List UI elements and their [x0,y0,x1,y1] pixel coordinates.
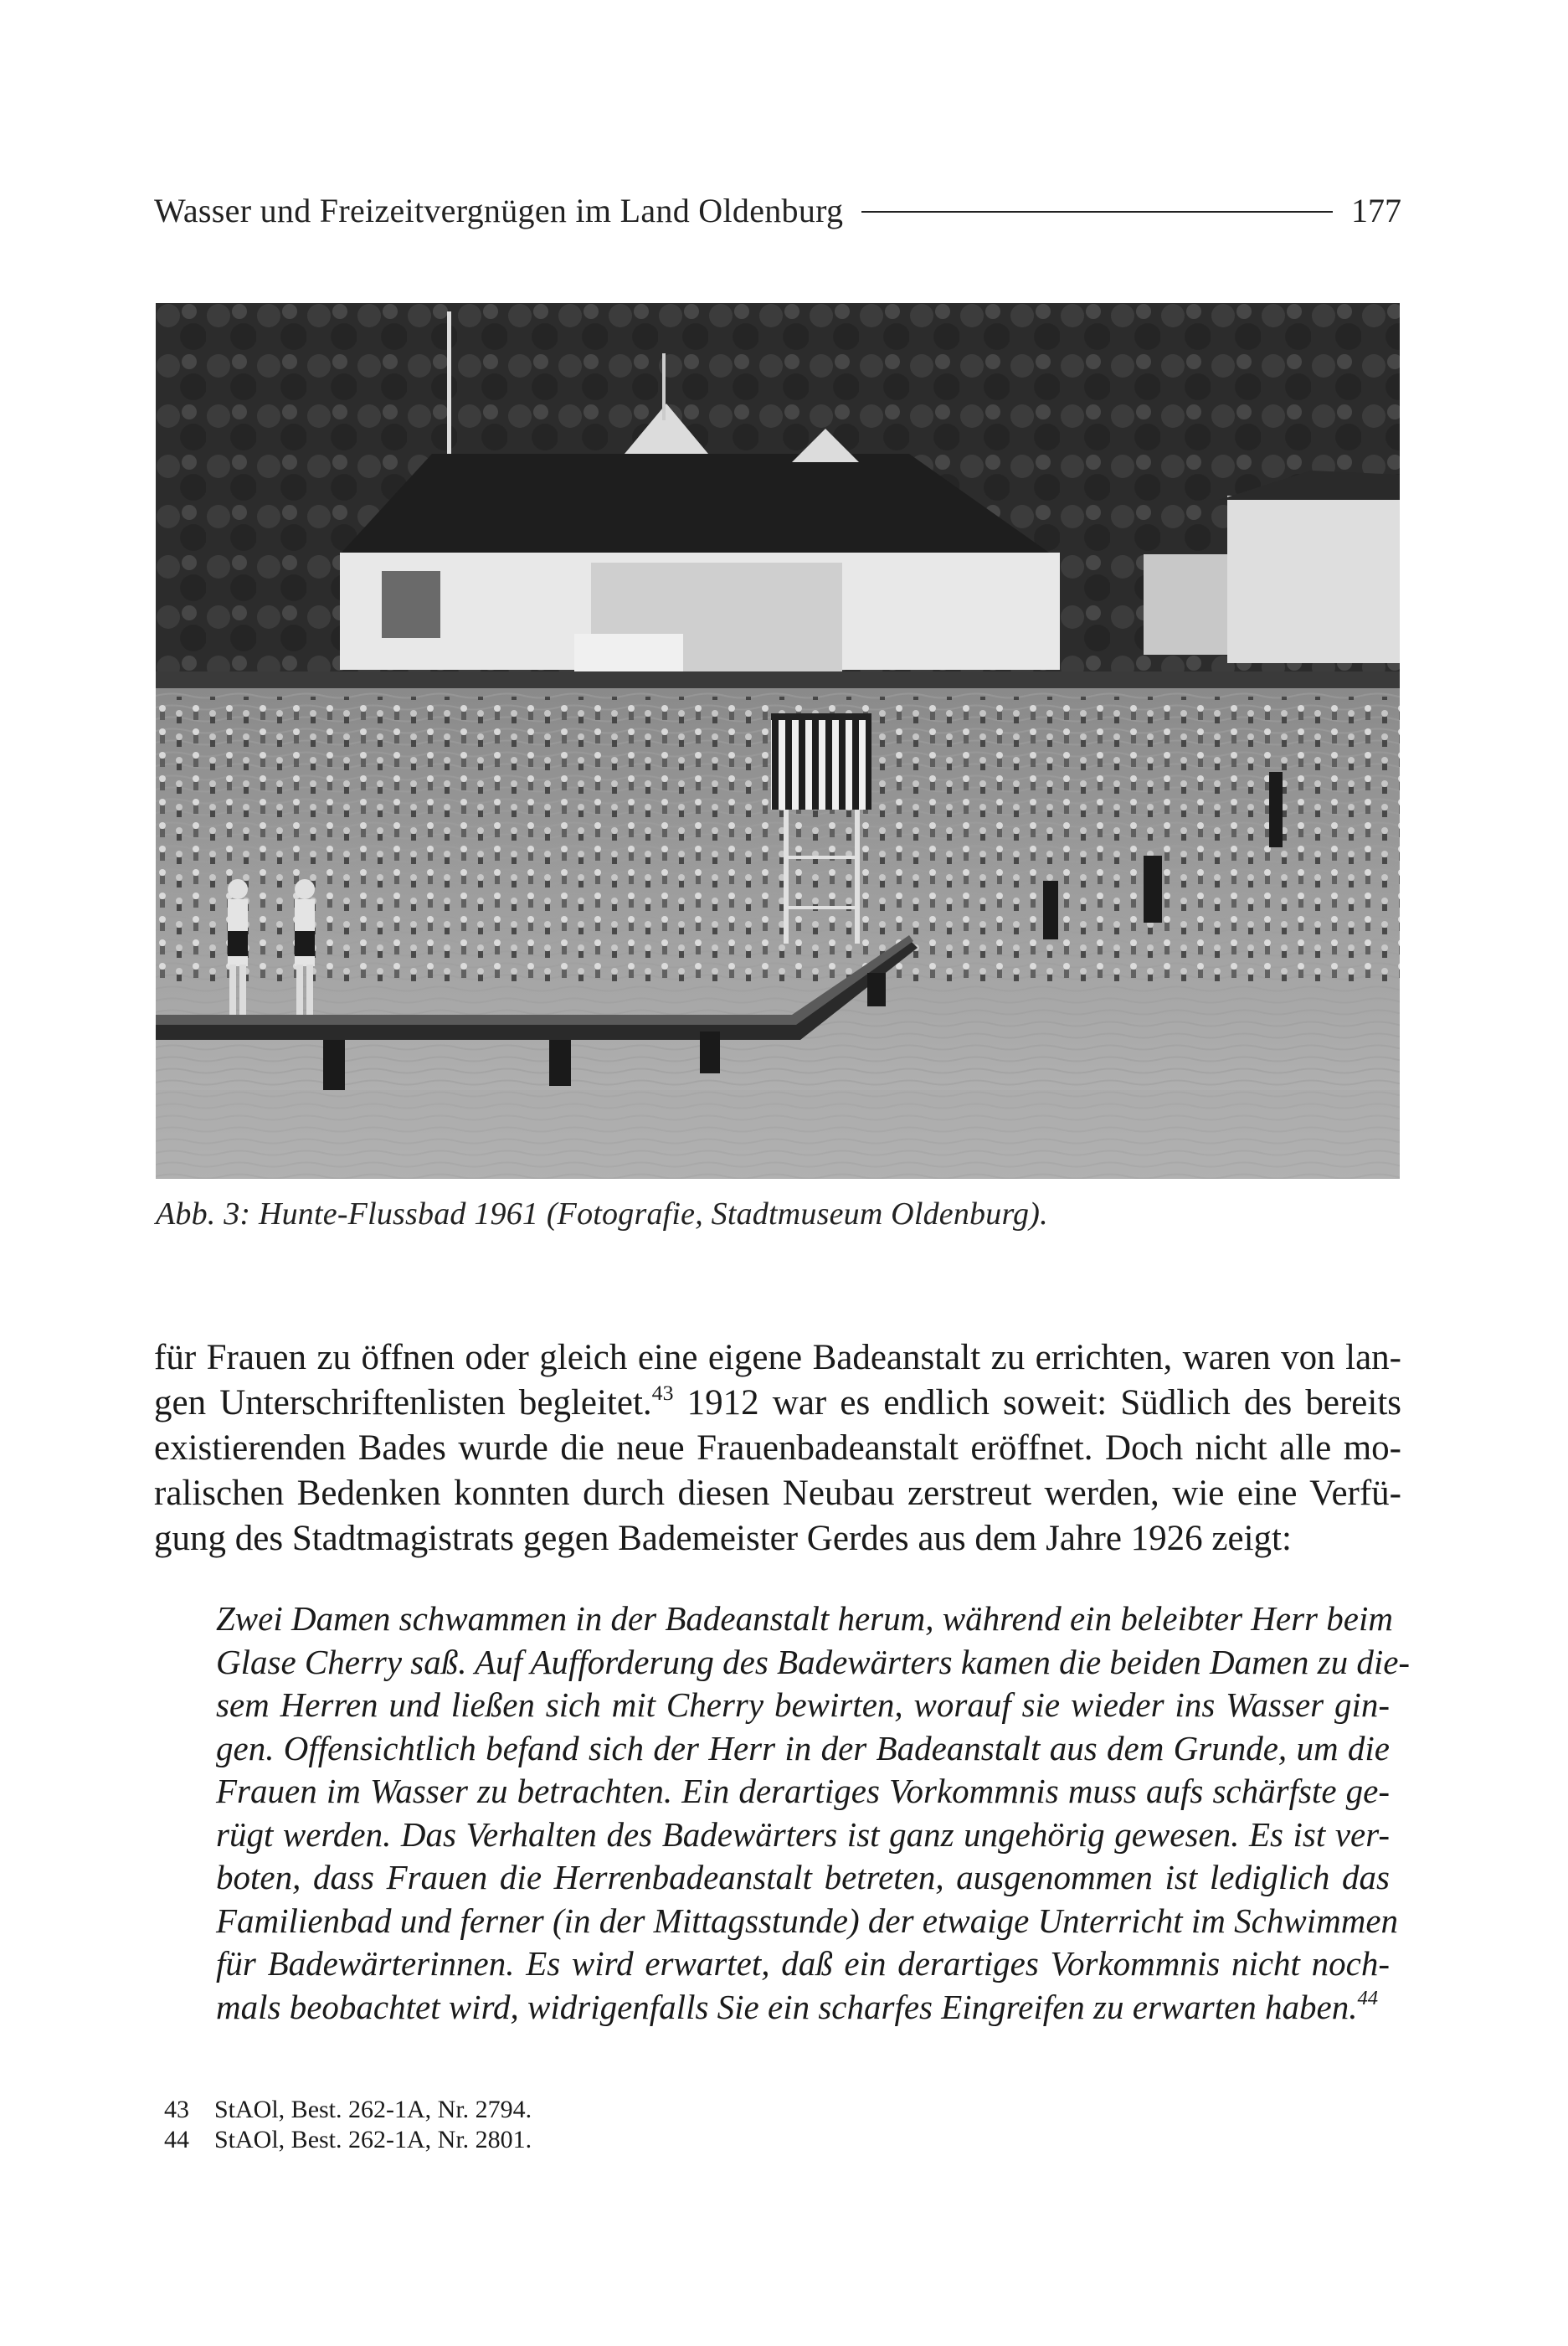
page-number: 177 [1351,192,1401,229]
figure-caption: Abb. 3: Hunte-Flussbad 1961 (Fotografie, Stadtmuseum Oldenburg). [156,1196,1048,1232]
footnote-ref: 44 [1357,1986,1379,2009]
running-header [154,191,1401,241]
block-quote [216,1597,1411,2029]
chapter-title: Wasser und Freizeitvergnügen im Land Oldenburg [154,192,844,229]
quote-line: mals beobachtet wird, widrigenfalls Sie ein scharfes Eingreifen zu erwarten haben.$^{44}$ [216,1986,1379,2026]
quote-line: rügt werden. Das Verhalten des Badewärters ist ganz ungehörig gewesen. Es ist ver- [216,1814,1390,1854]
quote-line: Glase Cherry saß. Auf Aufforderung des Badewärters kamen die beiden Damen zu die- [216,1642,1411,1681]
footnote-number: 43 [164,2096,189,2123]
quote-line: sem Herren und ließen sich mit Cherry bewirten, worauf sie wieder ins Wasser gin- [216,1685,1390,1724]
footnote-text: StAOl, Best. 262-1A, Nr. 2801. [214,2126,532,2153]
quote-line: für Badewärterinnen. Es wird erwartet, daß ein derartiges Vorkommnis nicht noch- [216,1944,1390,1983]
footnote-number: 44 [164,2126,189,2153]
footnote-text: StAOl, Best. 262-1A, Nr. 2794. [214,2096,532,2123]
body-line: für Frauen zu öffnen oder gleich eine eigene Badeanstalt zu errichten, waren von lan- [154,1338,1401,1377]
footnote-ref: 43 [651,1380,674,1405]
body-line: ralischen Bedenken konnten durch diesen Neubau zerstreut werden, wie eine Verfü- [154,1474,1401,1513]
body-paragraph [154,1335,1401,1561]
quote-line: Zwei Damen schwammen in der Badeanstalt herum, während ein beleibter Herr beim [216,1599,1393,1638]
quote-line: gen. Offensichtlich befand sich der Herr in der Badeanstalt aus dem Grunde, um die [216,1728,1390,1767]
quote-line: Familienbad und ferner (in der Mittagsstunde) der etwaige Unterricht im Schwimmen [216,1901,1399,1940]
bathing-photo [156,303,1400,1179]
footnote-item [164,2095,1169,2125]
quote-line: Frauen im Wasser zu betrachten. Ein derartiges Vorkommnis muss aufs schärfste ge- [216,1772,1390,1810]
footnote-item [164,2125,1169,2155]
body-line: gen Unterschriftenlisten begleitet.$^{43}$ 1912 war es endlich soweit: Südlich des bereits [154,1380,1402,1423]
footnotes [164,2095,1169,2155]
quote-line: boten, dass Frauen die Herrenbadeanstalt betreten, ausgenommen ist lediglich das [216,1858,1390,1896]
body-line: existierenden Bades wurde die neue Frauenbadeanstalt eröffnet. Doch nicht alle mo- [154,1428,1401,1468]
body-line: gung des Stadtmagistrats gegen Bademeister Gerdes aus dem Jahre 1926 zeigt: [154,1519,1292,1558]
header-rule [861,211,1333,213]
